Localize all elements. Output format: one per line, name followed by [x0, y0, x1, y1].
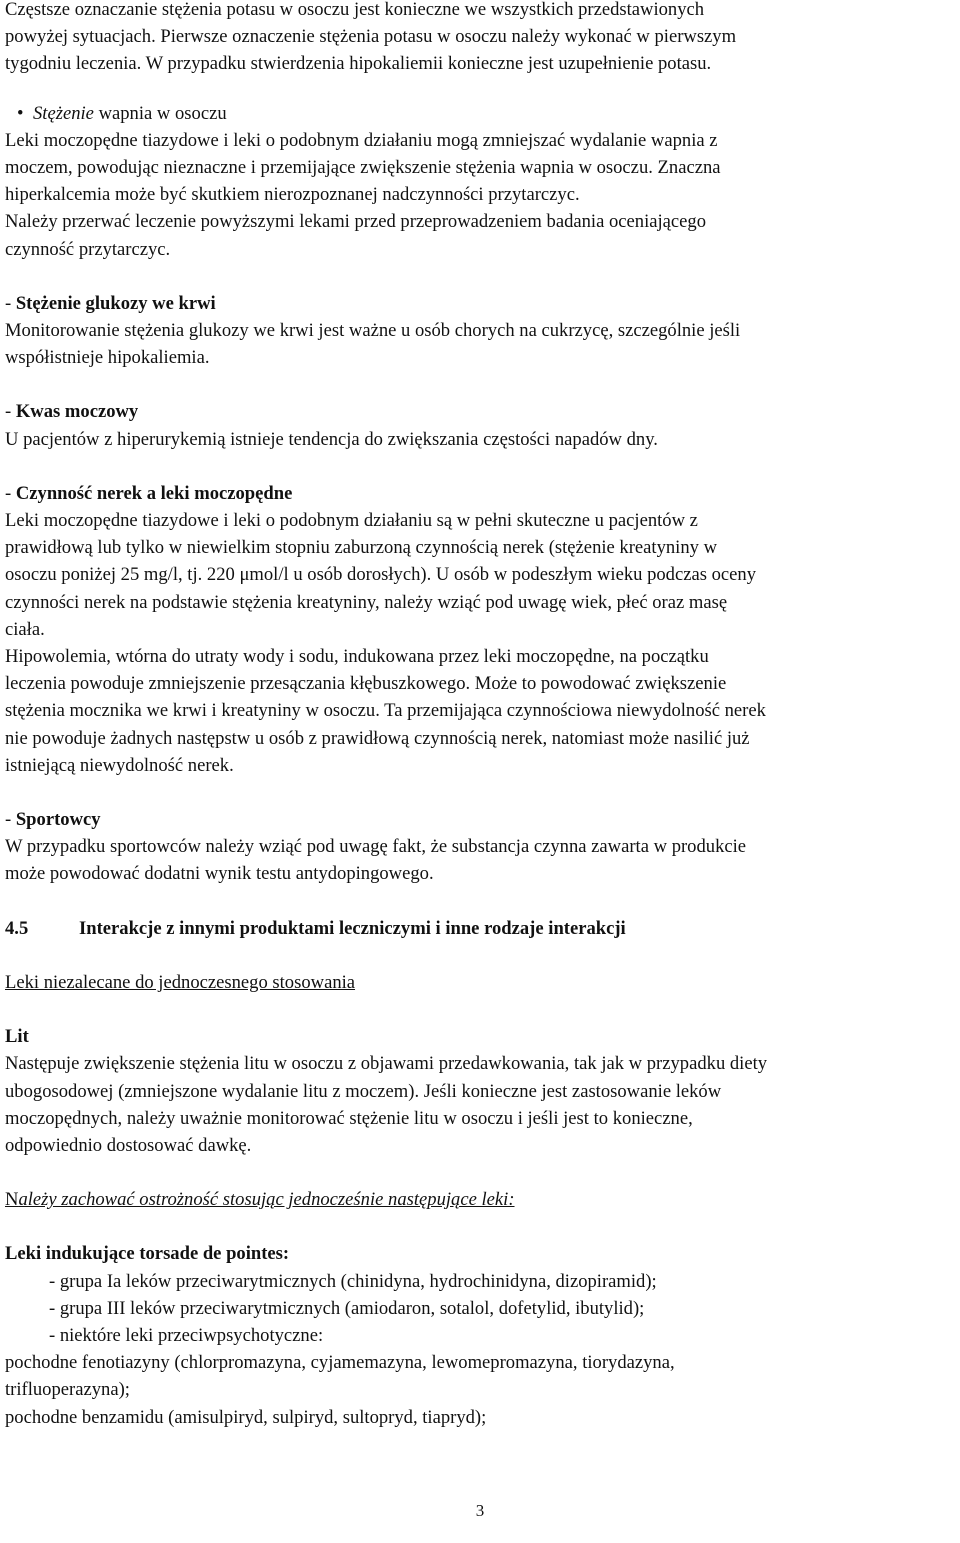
uric-heading [5, 398, 950, 425]
kidney-line: stężenia mocznika we krwi i kreatyniny w osoczu. Ta przemijająca czynnościowa niewydolność nerek [5, 700, 766, 722]
section-title: Interakcje z innymi produktami leczniczymi i inne rodzaje interakcji [79, 917, 626, 939]
calcium-line: hiperkalcemia może być skutkiem nierozpoznanej nadczynności przytarczyc. [5, 184, 580, 206]
section-heading [5, 915, 950, 942]
glucose-line: współistnieje hipokaliemia. [5, 347, 210, 369]
torsade-line: pochodne fenotiazyny (chlorpromazyna, cyjamemazyna, lewomepromazyna, tiorydazyna, [5, 1352, 675, 1374]
kidney-line: ciała. [5, 618, 45, 640]
intro-line: Częstsze oznaczanie stężenia potasu w osoczu jest konieczne we wszystkich przedstawionych [5, 0, 705, 20]
kidney-line: nie powoduje żadnych następstw u osób z prawidłową czynnością nerek, natomiast może nasilić już [5, 727, 750, 749]
calcium-line: Należy przerwać leczenie powyższymi lekami przed przeprowadzeniem badania oceniającego [5, 211, 707, 233]
caution-first-letter: N [5, 1189, 19, 1211]
sport-heading [5, 806, 950, 833]
lithium-line: odpowiednio dostosować dawkę. [5, 1134, 252, 1156]
glucose-title: Stężenie glukozy we krwi [15, 292, 216, 314]
sport-line: W przypadku sportowców należy wziąć pod uwagę fakt, że substancja czynna zawarta w produkcie [5, 836, 747, 858]
dash: - [5, 292, 16, 314]
dash: - [5, 401, 16, 423]
kidney-title: Czynność nerek a leki moczopędne [15, 482, 293, 504]
torsade-line: pochodne benzamidu (amisulpiryd, sulpiryd, sultopryd, tiapryd); [5, 1406, 487, 1428]
page-content [5, 0, 950, 1431]
torsade-title: Leki indukujące torsade de pointes: [5, 1243, 290, 1265]
calcium-line: czynność przytarczyc. [5, 238, 171, 260]
sport-title: Sportowcy [15, 809, 101, 831]
page-number: 3 [475, 1501, 485, 1520]
section-number: 4.5 [5, 917, 29, 939]
lithium-line: Następuje zwiększenie stężenia litu w osoczu z objawami przedawkowania, tak jak w przypadku diety [5, 1053, 768, 1075]
dash: - [5, 809, 16, 831]
calcium-heading-rest: wapnia w osoczu [93, 102, 227, 124]
glucose-line: Monitorowanie stężenia glukozy we krwi jest ważne u osób chorych na cukrzycę, szczególnie jeśli [5, 320, 741, 342]
intro-line: tygodniu leczenia. W przypadku stwierdzenia hipokaliemii konieczne jest uzupełnienie potasu. [5, 53, 712, 75]
kidney-line: leczenia powoduje zmniejszenie przesączania kłębuszkowego. Może to powodować zwiększenie [5, 673, 727, 695]
calcium-heading [5, 100, 950, 127]
kidney-line: istniejącą niewydolność nerek. [5, 754, 234, 776]
kidney-heading [5, 480, 950, 507]
caution-rest: ależy zachować ostrożność stosując jednocześnie następujące leki: [18, 1189, 515, 1211]
lithium-line: ubogosodowej (zmniejszone wydalanie litu z moczem). Jeśli konieczne jest zastosowanie leków [5, 1080, 722, 1102]
kidney-line: Leki moczopędne tiazydowe i leki o podobnym działaniu są w pełni skuteczne u pacjentów z [5, 510, 698, 532]
sport-line: może powodować dodatni wynik testu antydopingowego. [5, 863, 434, 885]
calcium-line: Leki moczopędne tiazydowe i leki o podobnym działaniu mogą zmniejszać wydalanie wapnia z [5, 129, 718, 151]
torsade-line: trifluoperazyna); [5, 1379, 130, 1401]
glucose-heading [5, 290, 950, 317]
torsade-item: - niektóre leki przeciwpsychotyczne: [49, 1324, 324, 1346]
calcium-line: moczem, powodując nieznaczne i przemijające zwiększenie stężenia wapnia w osoczu. Znaczna [5, 157, 721, 179]
torsade-item: - grupa Ia leków przeciwarytmicznych (chinidyna, hydrochinidyna, dizopiramid); [49, 1270, 657, 1292]
dash: - [5, 482, 16, 504]
not-recommended-heading: Leki niezalecane do jednoczesnego stosowania [5, 971, 356, 993]
calcium-heading-italic: Stężenie [33, 102, 94, 124]
kidney-line: czynności nerek na podstawie stężenia kreatyniny, należy wziąć pod uwagę wiek, płeć oraz masę [5, 591, 728, 613]
bullet-icon: • [17, 102, 24, 124]
uric-line: U pacjentów z hiperurykemią istnieje tendencja do zwiększania częstości napadów dny. [5, 428, 658, 450]
torsade-item: - grupa III leków przeciwarytmicznych (amiodaron, sotalol, dofetylid, ibutylid); [49, 1297, 645, 1319]
kidney-line: prawidłową lub tylko w niewielkim stopniu zaburzoną czynnością nerek (stężenie kreatyniny w [5, 537, 718, 559]
kidney-line: Hipowolemia, wtórna do utraty wody i sodu, indukowana przez leki moczopędne, na początku [5, 646, 709, 668]
lithium-line: moczopędnych, należy uważnie monitorować stężenie litu w osoczu i jeśli jest to konieczne, [5, 1107, 693, 1129]
lithium-title: Lit [5, 1026, 29, 1048]
caution-heading [5, 1186, 950, 1213]
uric-title: Kwas moczowy [15, 401, 139, 423]
kidney-line: osoczu poniżej 25 mg/l, tj. 220 μmol/l u osób dorosłych). U osób w podeszłym wieku podczas oceny [5, 564, 757, 586]
intro-line: powyżej sytuacjach. Pierwsze oznaczenie stężenia potasu w osoczu należy wykonać w pierwszym [5, 26, 737, 48]
